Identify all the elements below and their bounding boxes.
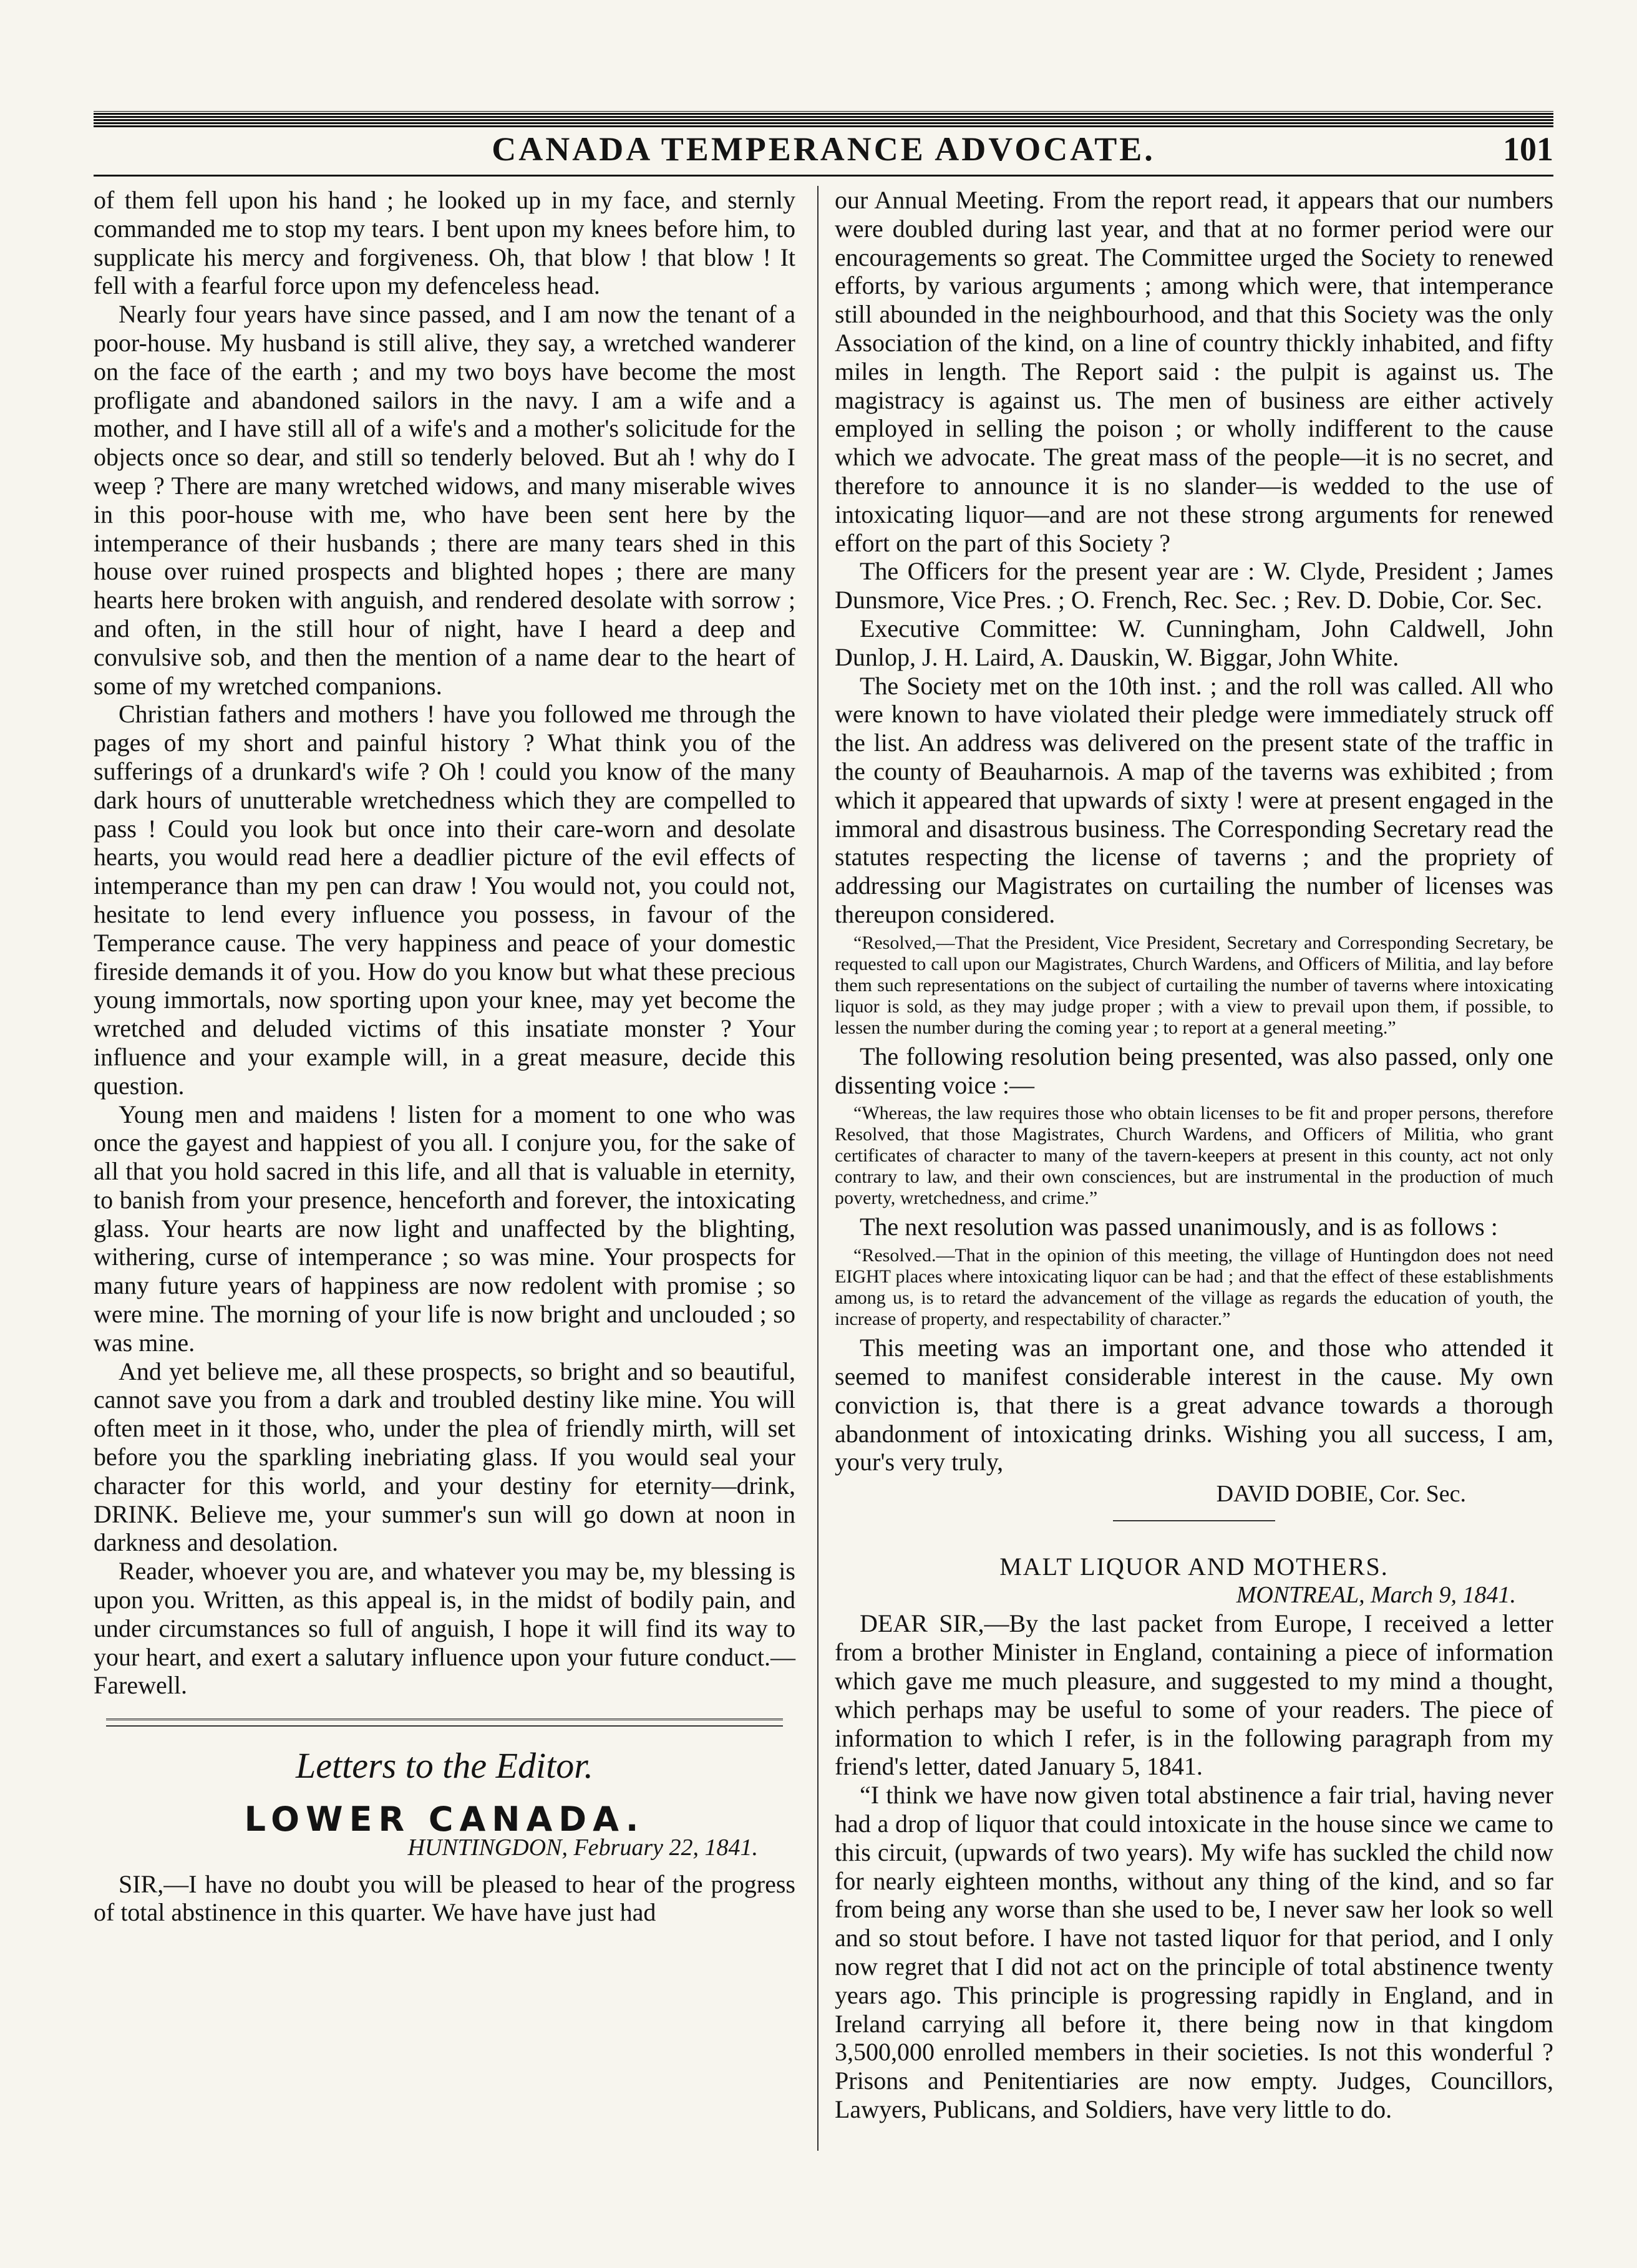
paragraph: DEAR SIR,—By the last packet from Europe, I received a letter from a brother Minister in England, containing a piece of information which gave me much pleasure, and suggested to my mind a thought, which perhaps may be useful to some of your readers. The piece of information to which I refer, is in the following paragraph from my friend's letter, dated January 5, 1841.: [835, 1609, 1553, 1781]
dateline: MONTREAL, March 9, 1841.: [1236, 1581, 1516, 1608]
separator: [1113, 1520, 1275, 1521]
paragraph: This meeting was an important one, and those who attended it seemed to manifest considerable interest in the cause. My own conviction is, that there is a great advance towards a thorough abandonment of intoxicating drinks. Wishing you all success, I am, your's very truly,: [835, 1334, 1553, 1476]
resolution-quote: “Whereas, the law requires those who obtain licenses to be fit and proper persons, therefore Resolved, that those Magistrates, Church Wardens, and Officers of Militia, who grant certificates of character to many of the tavern-keepers at present in this county, act not only contrary to law, and their own consciences, but are instrumental in the production of much poverty, wretchedness, and crime.”: [835, 1103, 1553, 1209]
paragraph: SIR,—I have no doubt you will be pleased to hear of the progress of total abstinence in this quarter. We have have just had: [94, 1869, 795, 1927]
section-title: Letters to the Editor.: [296, 1745, 593, 1786]
paragraph: “I think we have now given total abstinence a fair trial, having never had a drop of liquor that could intoxicate in the house since we came to this circuit, (upwards of two years). My wife has suckled the child now for nearly eighteen months, without any thing of the kind, and so far from being any worse than she used to be, I never saw her look so well and so stout before. I have not tasted liquor for that period, and I only now regret that I did not act on the principle of total abstinence twenty years ago. This principle is progressing rapidly in England, and in Ireland carrying all before it, there being now in that kingdom 3,500,000 enrolled members in their societies. Is not this wonderful ? Prisons and Penitentiaries are now empty. Judges, Councillors, Lawyers, Publicans, and Soldiers, have very little to do.: [835, 1781, 1553, 2124]
paragraph: Nearly four years have since passed, and I am now the tenant of a poor-house. My husband is still alive, they say, a wretched wanderer on the face of the earth ; and my two boys have become the most profligate and abandoned sailors in the navy. I am a wife and a mother, and I have still all of a wife's and a mother's solicitude for the objects once so dear, and still so tenderly beloved. But ah ! why do I weep ? There are many wretched widows, and many miserable wives in this poor-house with me, who have been sent here by the intemperance of their husbands ; there are many tears shed in this house over ruined prospects and blighted hopes ; there are many hearts here broken with anguish, and rendered desolate with sorrow ; and often, in the still hour of night, have I heard a deep and convulsive sob, and then the mention of a name dear to the heart of some of my wretched companions.: [94, 300, 795, 700]
page-number: 101: [1503, 130, 1553, 168]
article-heading: MALT LIQUOR AND MOTHERS.: [999, 1552, 1389, 1581]
paragraph: And yet believe me, all these prospects, so bright and so beautiful, cannot save you from a dark and troubled destiny like mine. You will often meet in it those, who, under the plea of friendly mirth, will set before you the sparkling inebriating glass. If you would seal your character for this world, and your destiny for eternity—drink, DRINK. Believe me, your summer's sun will go down at noon in darkness and desolation.: [94, 1357, 795, 1557]
paragraph: Christian fathers and mothers ! have you followed me through the pages of my short and painful history ? What think you of the sufferings of a drunkard's wife ? Oh ! could you know of the many dark hours of unutterable wretchedness which they are compelled to pass ! Could you look but once into their care-worn and desolate hearts, you would read here a deadlier picture of the evil effects of intemperance than my pen can draw ! You would not, you could not, hesitate to lend every influence you possess, in favour of the Temperance cause. The very happiness and peace of your domestic fireside demands it of you. How do you know but what these precious young immortals, now sporting upon your knee, may yet become the wretched and deluded victims of this insatiate monster ? Your influence and your example will, in a great measure, decide this question.: [94, 700, 795, 1100]
letter-heading: LOWER CANADA.: [244, 1800, 645, 1839]
section-separator: [106, 1718, 783, 1727]
paragraph: The next resolution was passed unanimously, and is as follows :: [860, 1213, 1498, 1241]
resolution-quote: “Resolved.—That in the opinion of this meeting, the village of Huntingdon does not need EIGHT places where intoxicating liquor can be had ; and that the effect of these establishments among us, is to retard the advancement of the village as regards the education of youth, the increase of property, and respectability of character.”: [835, 1245, 1553, 1330]
paragraph: Executive Committee: W. Cunningham, John Caldwell, John Dunlop, J. H. Laird, A. Dauskin, W. Biggar, John White.: [835, 614, 1553, 671]
left-column: [94, 186, 795, 1927]
paragraph: The Officers for the present year are : W. Clyde, President ; James Dunsmore, Vice Pres. ; O. French, Rec. Sec. ; Rev. D. Dobie, Cor. Sec.: [835, 557, 1553, 614]
running-title: CANADA TEMPERANCE ADVOCATE.: [492, 130, 1155, 168]
resolution-quote: “Resolved,—That the President, Vice President, Secretary and Corresponding Secretary, be requested to call upon our Magistrates, Church Wardens, and Officers of Militia, and lay before them such representations on the subject of curtailing the number of taverns where intoxicating liquor is sold, as they may judge proper ; with a view to prevail upon them, if possible, to lessen the number during the coming year ; to report at a general meeting.”: [835, 932, 1553, 1038]
paragraph: The Society met on the 10th inst. ; and the roll was called. All who were known to have violated their pledge were immediately struck off the list. An address was delivered on the present state of the traffic in the county of Beauharnois. A map of the taverns was exhibited ; from which it appeared that upwards of sixty ! were at present engaged in the immoral and disastrous business. The Corresponding Secretary read the statutes respecting the license of taverns ; and the propriety of addressing our Magistrates on curtailing the number of licenses was thereupon considered.: [835, 671, 1553, 928]
page-header: [94, 125, 1553, 177]
paragraph: Reader, whoever you are, and whatever you may be, my blessing is upon you. Written, as this appeal is, in the midst of bodily pain, and under circumstances so full of anguish, I hope it will find its way to your heart, and exert a salutary influence upon your future conduct.—Farewell.: [94, 1557, 795, 1700]
dateline: HUNTINGDON, February 22, 1841.: [407, 1834, 758, 1861]
column-divider: [817, 186, 818, 2151]
signature: DAVID DOBIE, Cor. Sec.: [1216, 1481, 1466, 1508]
right-column: [835, 186, 1553, 2124]
paragraph: of them fell upon his hand ; he looked up in my face, and sternly commanded me to stop my tears. I bent upon my knees before him, to supplicate his mercy and forgiveness. Oh, that blow ! that blow ! It fell with a fearful force upon my defenceless head.: [94, 186, 795, 300]
paragraph: Young men and maidens ! listen for a moment to one who was once the gayest and happiest of you all. I conjure you, for the sake of all that you hold sacred in this life, and all that is valuable in eternity, to banish from your presence, henceforth and forever, the intoxicating glass. Your hearts are now light and unaffected by the blighting, withering, curse of intemperance ; so was mine. Your prospects for many future years of happiness are now redolent with promise ; so were mine. The morning of your life is now bright and unclouded ; so was mine.: [94, 1100, 795, 1357]
paragraph: our Annual Meeting. From the report read, it appears that our numbers were doubled during last year, and that at no former period were our encouragements so great. The Committee urged the Society to renewed efforts, by various arguments ; among which were, that intemperance still abounded in the neighbourhood, and that this Society was the only Association of the kind, on a line of country thickly inhabited, and fifty miles in length. The Report said : the pulpit is against us. The magistracy is against us. The men of business are either actively employed in selling the poison ; or wholly indifferent to the cause which we advocate. The great mass of the people—it is no secret, and therefore to announce it is no slander—is wedded to the use of intoxicating liquor—and are not these strong arguments for renewed effort on the part of this Society ?: [835, 186, 1553, 557]
paragraph: The following resolution being presented, was also passed, only one dissenting voice :—: [835, 1042, 1553, 1099]
